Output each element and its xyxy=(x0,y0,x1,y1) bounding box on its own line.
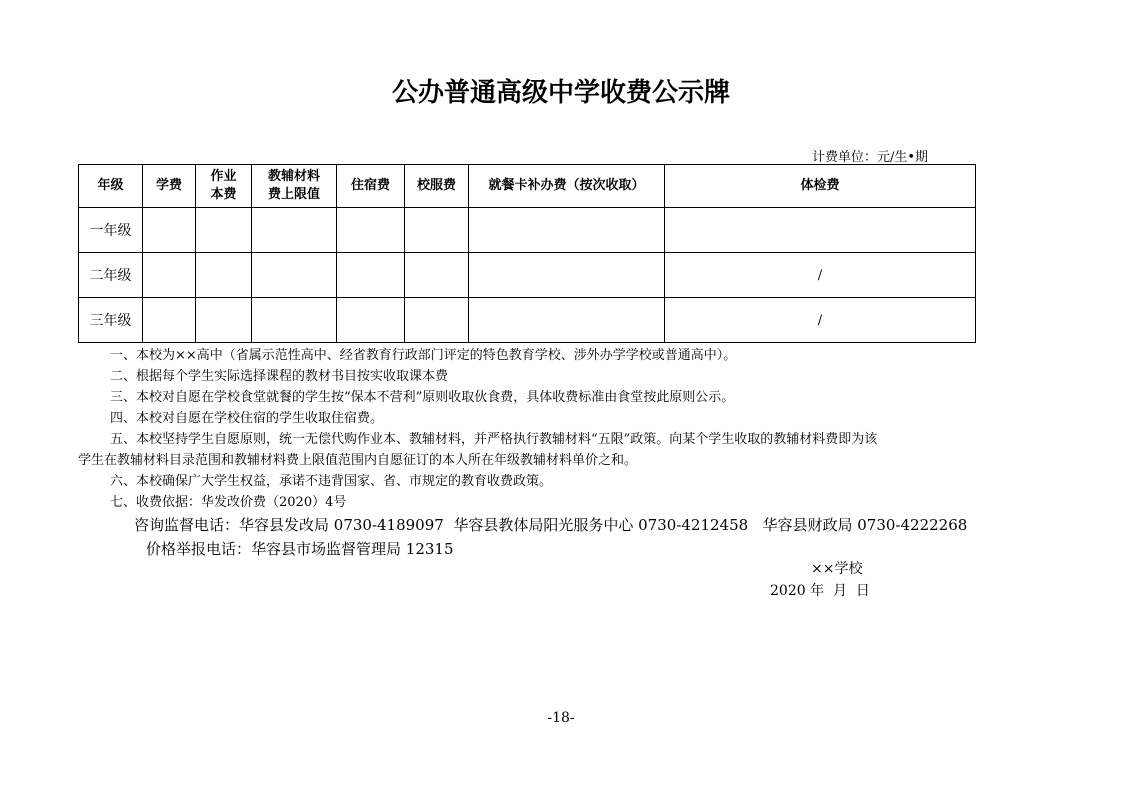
table-cell: / xyxy=(665,253,976,298)
page-title: 公办普通高级中学收费公示牌 xyxy=(391,78,730,108)
table-cell: 三年级 xyxy=(79,298,143,343)
header-medical-exam-fee: 体检费 xyxy=(665,165,976,208)
table-cell xyxy=(337,208,405,253)
table-cell xyxy=(143,298,196,343)
header-tuition: 学费 xyxy=(143,165,196,208)
table-cell xyxy=(665,208,976,253)
table-cell xyxy=(196,298,252,343)
table-cell xyxy=(252,253,337,298)
fee-unit-label: 计费单位：元/生•期 xyxy=(812,150,929,165)
table-cell xyxy=(405,298,469,343)
table-cell xyxy=(337,253,405,298)
header-uniform-fee: 校服费 xyxy=(405,165,469,208)
note-item: 五、本校坚持学生自愿原则，统一无偿代购作业本、教辅材料，并严格执行教辅材料“五限”政策。向某个学生收取的教辅材料费即为该 xyxy=(110,432,878,447)
table-cell xyxy=(469,298,665,343)
header-workbook-fee: 作业 本费 xyxy=(196,165,252,208)
fee-table xyxy=(78,164,976,343)
header-grade: 年级 xyxy=(79,165,143,208)
table-cell xyxy=(469,208,665,253)
table-cell xyxy=(405,253,469,298)
table-cell xyxy=(252,208,337,253)
note-item: 四、本校对自愿在学校住宿的学生收取住宿费。 xyxy=(110,411,384,426)
table-cell: 二年级 xyxy=(79,253,143,298)
note-item: 二、根据每个学生实际选择课程的教材书目按实收取课本费 xyxy=(110,369,449,384)
note-item: 七、收费依据：华发改价费（2020）4号 xyxy=(110,495,347,510)
table-cell xyxy=(143,208,196,253)
school-signature: ××学校 xyxy=(811,561,863,577)
note-item: 学生在教辅材料目录范围和教辅材料费上限值范围内自愿征订的本人所在年级教辅材料单价之和。 xyxy=(78,453,638,468)
header-teaching-material-cap: 教辅材料 费上限值 xyxy=(252,165,337,208)
table-cell xyxy=(143,253,196,298)
notes-section xyxy=(78,345,1078,513)
table-cell: / xyxy=(665,298,976,343)
table-row xyxy=(79,253,976,298)
note-item: 六、本校确保广大学生权益，承诺不违背国家、省、市规定的教育收费政策。 xyxy=(110,474,553,489)
table-cell xyxy=(196,208,252,253)
table-cell xyxy=(337,298,405,343)
note-item: 三、本校对自愿在学校食堂就餐的学生按“保本不营利”原则收取伙食费，具体收费标准由食堂按此原则公示。 xyxy=(110,390,735,405)
table-cell xyxy=(196,253,252,298)
table-header-row xyxy=(79,165,976,208)
table-row xyxy=(79,208,976,253)
report-phone-line: 价格举报电话：华容县市场监督管理局 12315 xyxy=(146,540,454,558)
page-number: -18- xyxy=(547,710,575,726)
table-cell: 一年级 xyxy=(79,208,143,253)
table-row xyxy=(79,298,976,343)
header-accommodation-fee: 住宿费 xyxy=(337,165,405,208)
signature-date: 2020 年 月 日 xyxy=(770,583,870,599)
note-item: 一、本校为××高中（省属示范性高中、经省教育行政部门评定的特色教育学校、涉外办学学校或普通高中）。 xyxy=(110,348,737,363)
table-cell xyxy=(405,208,469,253)
table-cell xyxy=(469,253,665,298)
supervision-phone-line: 咨询监督电话：华容县发改局 0730-4189097 华容县教体局阳光服务中心 0730-4212458 华容县财政局 0730-4222268 xyxy=(134,516,968,534)
table-cell xyxy=(252,298,337,343)
header-meal-card-fee: 就餐卡补办费（按次收取） xyxy=(469,165,665,208)
